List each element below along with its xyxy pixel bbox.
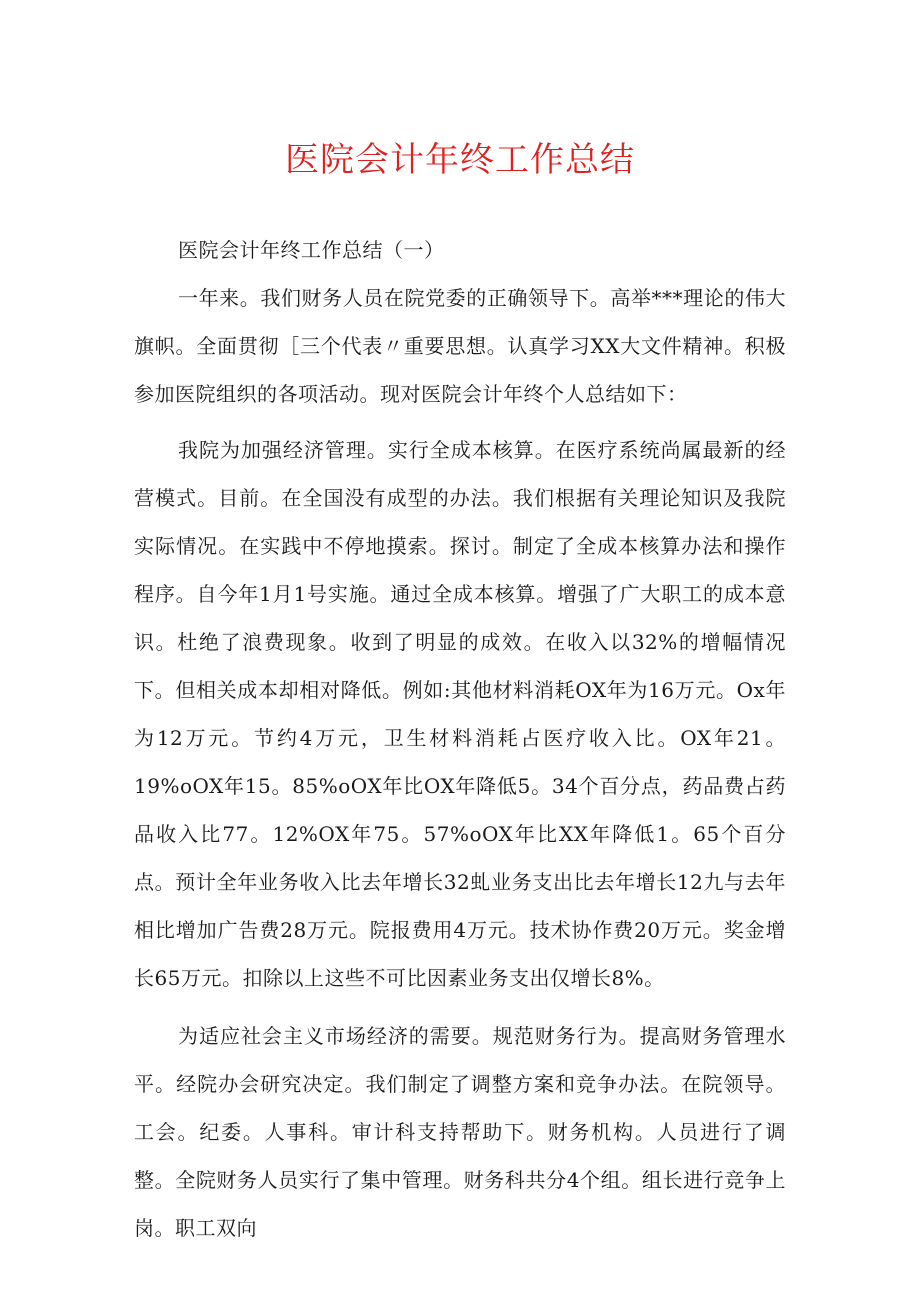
document-title: 医院会计年终工作总结 — [285, 140, 635, 180]
paragraph-staff-adjustment: 为适应社会主义市场经济的需要。规范财务行为。提高财务管理水平。经院办会研究决定。我们制定了调整方案和竞争办法。在院领导。工会。纪委。人事科。审计科支持帮助下。财务机构。人员进行了调整。全院财务人员实行了集中管理。财务科共分4个组。组长进行竞争上岗。职工双向 — [134, 1024, 786, 1240]
paragraph-intro: 一年来。我们财务人员在院党委的正确领导下。高举***理论的伟大旗帜。全面贯彻［三个代表〃重要思想。认真学习XX大文件精神。积极参加医院组织的各项活动。现对医院会计年终个人总结如下： — [134, 286, 786, 406]
section-heading: 医院会计年终工作总结（一） — [178, 238, 445, 262]
paragraph-cost-accounting: 我院为加强经济管理。实行全成本核算。在医疗系统尚属最新的经营模式。目前。在全国没有成型的办法。我们根据有关理论知识及我院实际情况。在实践中不停地摸索。探讨。制定了全成本核算办法和操作程序。自今年1月1号实施。通过全成本核算。增强了广大职工的成本意识。杜绝了浪费现象。收到了明显的成效。在收入以32%的增幅情况下。但相关成本却相对降低。例如:其他材料消耗OX年为16万元。Ox年为12万元。节约4万元，卫生材料消耗占医疗收入比。OX年21。19%oOX年15。85%oOX年比OX年降低5。34个百分点，药品费占药品收入比77。12%OX年75。57%oOX年比XX年降低1。65个百分点。预计全年业务收入比去年增长32虬业务支出比去年增长12九与去年相比增加广告费28万元。院报费用4万元。技术协作费20万元。奖金增长65万元。扣除以上这些不可比因素业务支出仅增长8%。 — [134, 438, 786, 990]
document-body — [134, 226, 786, 1260]
